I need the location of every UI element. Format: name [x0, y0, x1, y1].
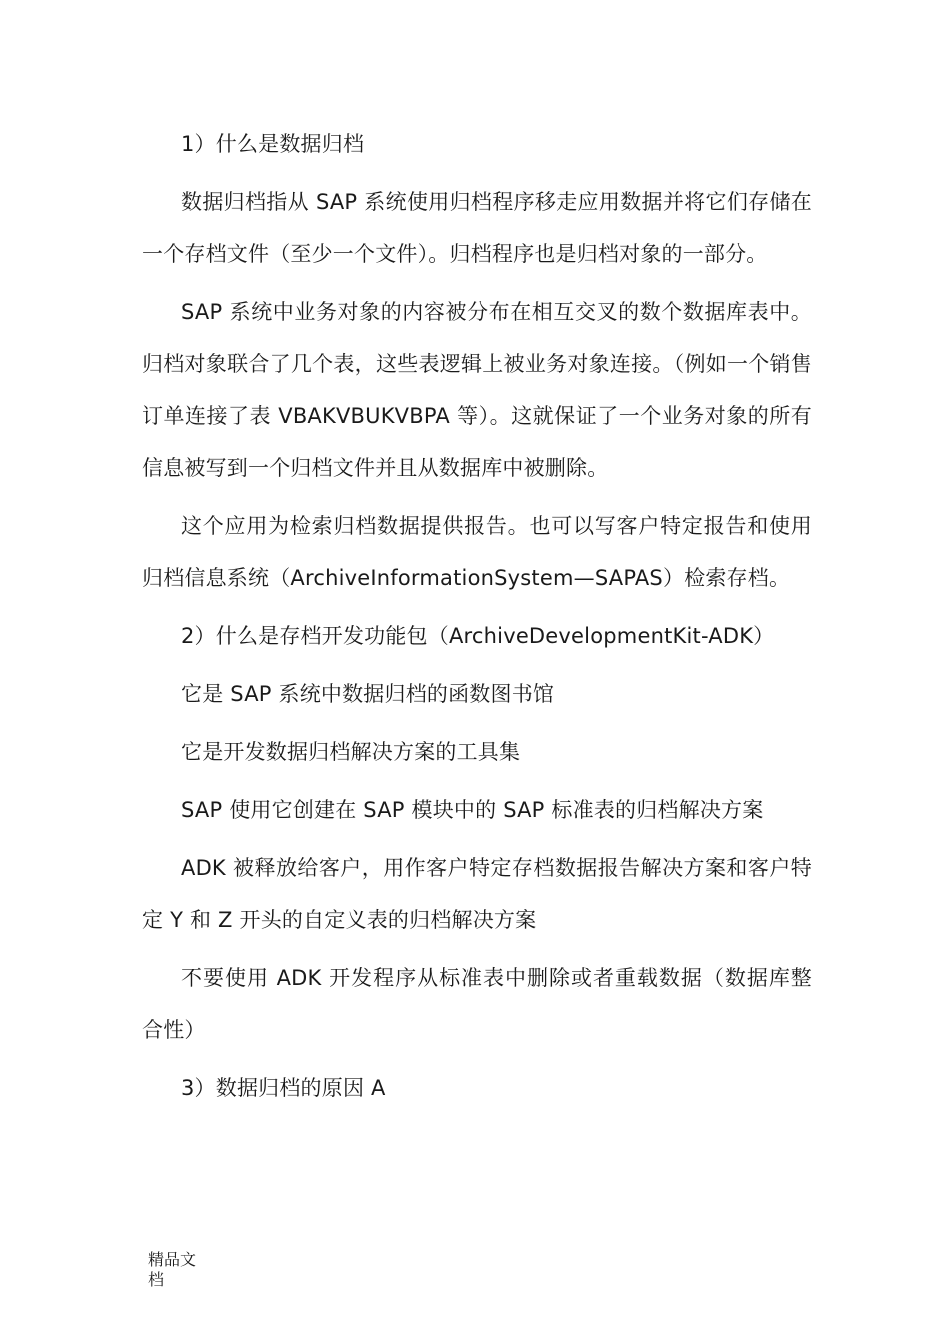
paragraph-adk-warning: 不要使用 ADK 开发程序从标准表中删除或者重载数据（数据库整合性） [142, 966, 812, 1042]
paragraph-sap-uses-adk: SAP 使用它创建在 SAP 模块中的 SAP 标准表的归档解决方案 [181, 798, 764, 822]
document-body [142, 118, 812, 1114]
paragraph-adk-function-library: 它是 SAP 系统中数据归档的函数图书馆 [181, 682, 555, 706]
paragraph-adk-toolset: 它是开发数据归档解决方案的工具集 [181, 740, 521, 764]
paragraph-adk-released: ADK 被释放给客户，用作客户特定存档数据报告解决方案和客户特定 Y 和 Z 开头的自定义表的归档解决方案 [142, 856, 812, 932]
paragraph-archiving-definition: 数据归档指从 SAP 系统使用归档程序移走应用数据并将它们存储在一个存档文件（至少一个文件）。归档程序也是归档对象的一部分。 [142, 190, 812, 266]
paragraph-reports: 这个应用为检索归档数据提供报告。也可以写客户特定报告和使用归档信息系统（ArchiveInformationSystem—SAPAS）检索存档。 [142, 514, 812, 590]
heading-archiving-reasons: 3）数据归档的原因 A [181, 1076, 386, 1100]
footer-watermark: 精品文档 [148, 1250, 197, 1289]
paragraph-business-objects: SAP 系统中业务对象的内容被分布在相互交叉的数个数据库表中。归档对象联合了几个表，这些表逻辑上被业务对象连接。（例如一个销售订单连接了表 VBAKVBUKVBPA 等）。这就保证了一个业务对象的所有信息被写到一个归档文件并且从数据库中被删除。 [142, 300, 812, 480]
heading-what-is-adk: 2）什么是存档开发功能包（ArchiveDevelopmentKit-ADK） [181, 624, 775, 648]
heading-what-is-archiving: 1）什么是数据归档 [181, 132, 365, 156]
